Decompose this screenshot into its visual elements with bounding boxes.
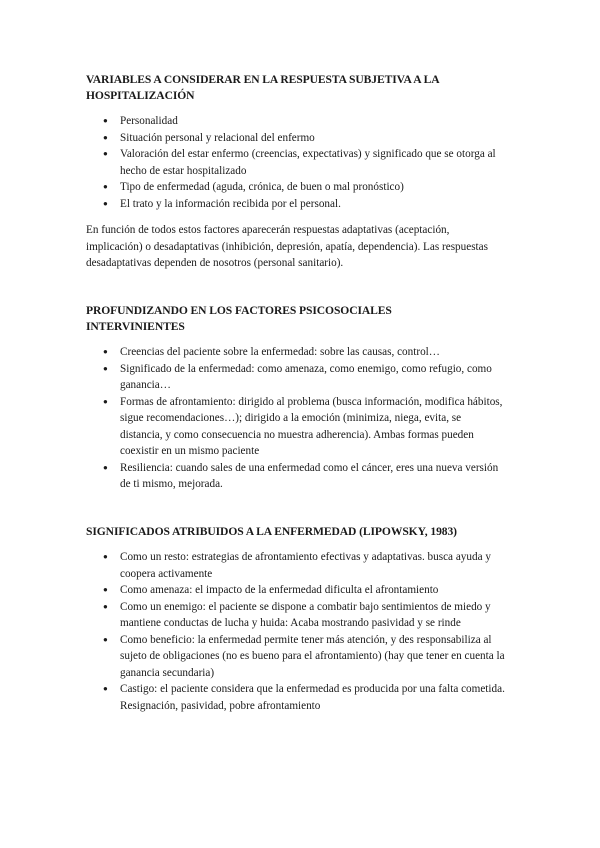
list-item: ● Como amenaza: el impacto de la enfermedad dificulta el afrontamiento [86, 582, 506, 599]
section-title: VARIABLES A CONSIDERAR EN LA RESPUESTA SUBJETIVA A LA HOSPITALIZACIÓN [86, 73, 439, 102]
bullet-icon: ● [103, 182, 108, 191]
list-item: ● Creencias del paciente sobre la enfermedad: sobre las causas, control… [86, 344, 506, 361]
list-item: ● Significado de la enfermedad: como amenaza, como enemigo, como refugio, como ganancia… [103, 362, 492, 391]
conclusion-paragraph: En función de todos estos factores aparecerán respuestas adaptativas (aceptación, implicación) o desadaptativas (inhibición, depresión, apatía, dependencia). Las respuestas desadaptativas dependen de nosotros (personal sanitario). [86, 224, 488, 269]
bullet-icon: ● [103, 347, 108, 356]
section-significados [86, 524, 506, 714]
list-item: ● Valoración del estar enfermo (creencias, expectativas) y significado que se otorga al hecho de estar hospitalizado [103, 148, 496, 177]
list-item: ● Formas de afrontamiento: dirigido al problema (busca información, modifica hábitos, sigue recomendaciones…); dirigido a la emoción (minimiza, niega, evita, se distancia, y como consecuencia no muestra adherencia). Ambas formas pueden coexistir en un mismo paciente [103, 395, 503, 457]
section-title: SIGNIFICADOS ATRIBUIDOS A LA ENFERMEDAD (LIPOWSKY, 1983) [86, 525, 457, 538]
bullet-icon: ● [103, 462, 108, 472]
bullet-icon: ● [103, 116, 108, 125]
list-item: ● Castigo: el paciente considera que la enfermedad es producida por una falta cometida. Resignación, pasividad, pobre afrontamiento [103, 683, 505, 712]
bullet-list [86, 549, 506, 714]
bullet-list [86, 344, 506, 493]
bullet-icon: ● [103, 585, 108, 594]
bullet-icon: ● [103, 634, 108, 644]
list-item: ● El trato y la información recibida por el personal. [86, 196, 506, 213]
list-item: ● Situación personal y relacional del enfermo [86, 130, 506, 147]
list-item: ● Personalidad [86, 113, 506, 130]
bullet-icon: ● [103, 601, 108, 611]
bullet-icon: ● [103, 149, 108, 158]
bullet-icon: ● [103, 684, 108, 693]
section-factores-psicosociales [86, 303, 506, 493]
bullet-icon: ● [103, 198, 108, 208]
list-item: ● Resiliencia: cuando sales de una enfermedad como el cáncer, eres una nueva versión de ti mismo, mejorada. [103, 461, 499, 490]
list-item: ● Tipo de enfermedad (aguda, crónica, de buen o mal pronóstico) [86, 179, 506, 196]
list-item: ● Como beneficio: la enfermedad permite tener más atención, y des responsabiliza al sujeto de obligaciones (no es bueno para el afrontamiento) (hay que tener en cuenta la ganancia secundaria) [103, 633, 505, 679]
bullet-icon: ● [103, 396, 108, 406]
bullet-icon: ● [103, 132, 108, 142]
bullet-icon: ● [103, 552, 108, 561]
section-title: PROFUNDIZANDO EN LOS FACTORES PSICOSOCIALES INTERVINIENTES [86, 304, 392, 333]
bullet-list [86, 113, 506, 212]
list-item: ● Como un resto: estrategias de afrontamiento efectivas y adaptativas. busca ayuda y coopera activamente [103, 551, 491, 580]
list-item: ● Como un enemigo: el paciente se dispone a combatir bajo sentimientos de miedo y mantiene conductas de lucha y huida: Acaba mostrando pasividad y se rinde [103, 600, 491, 629]
bullet-icon: ● [103, 363, 108, 373]
section-variables [86, 72, 506, 272]
